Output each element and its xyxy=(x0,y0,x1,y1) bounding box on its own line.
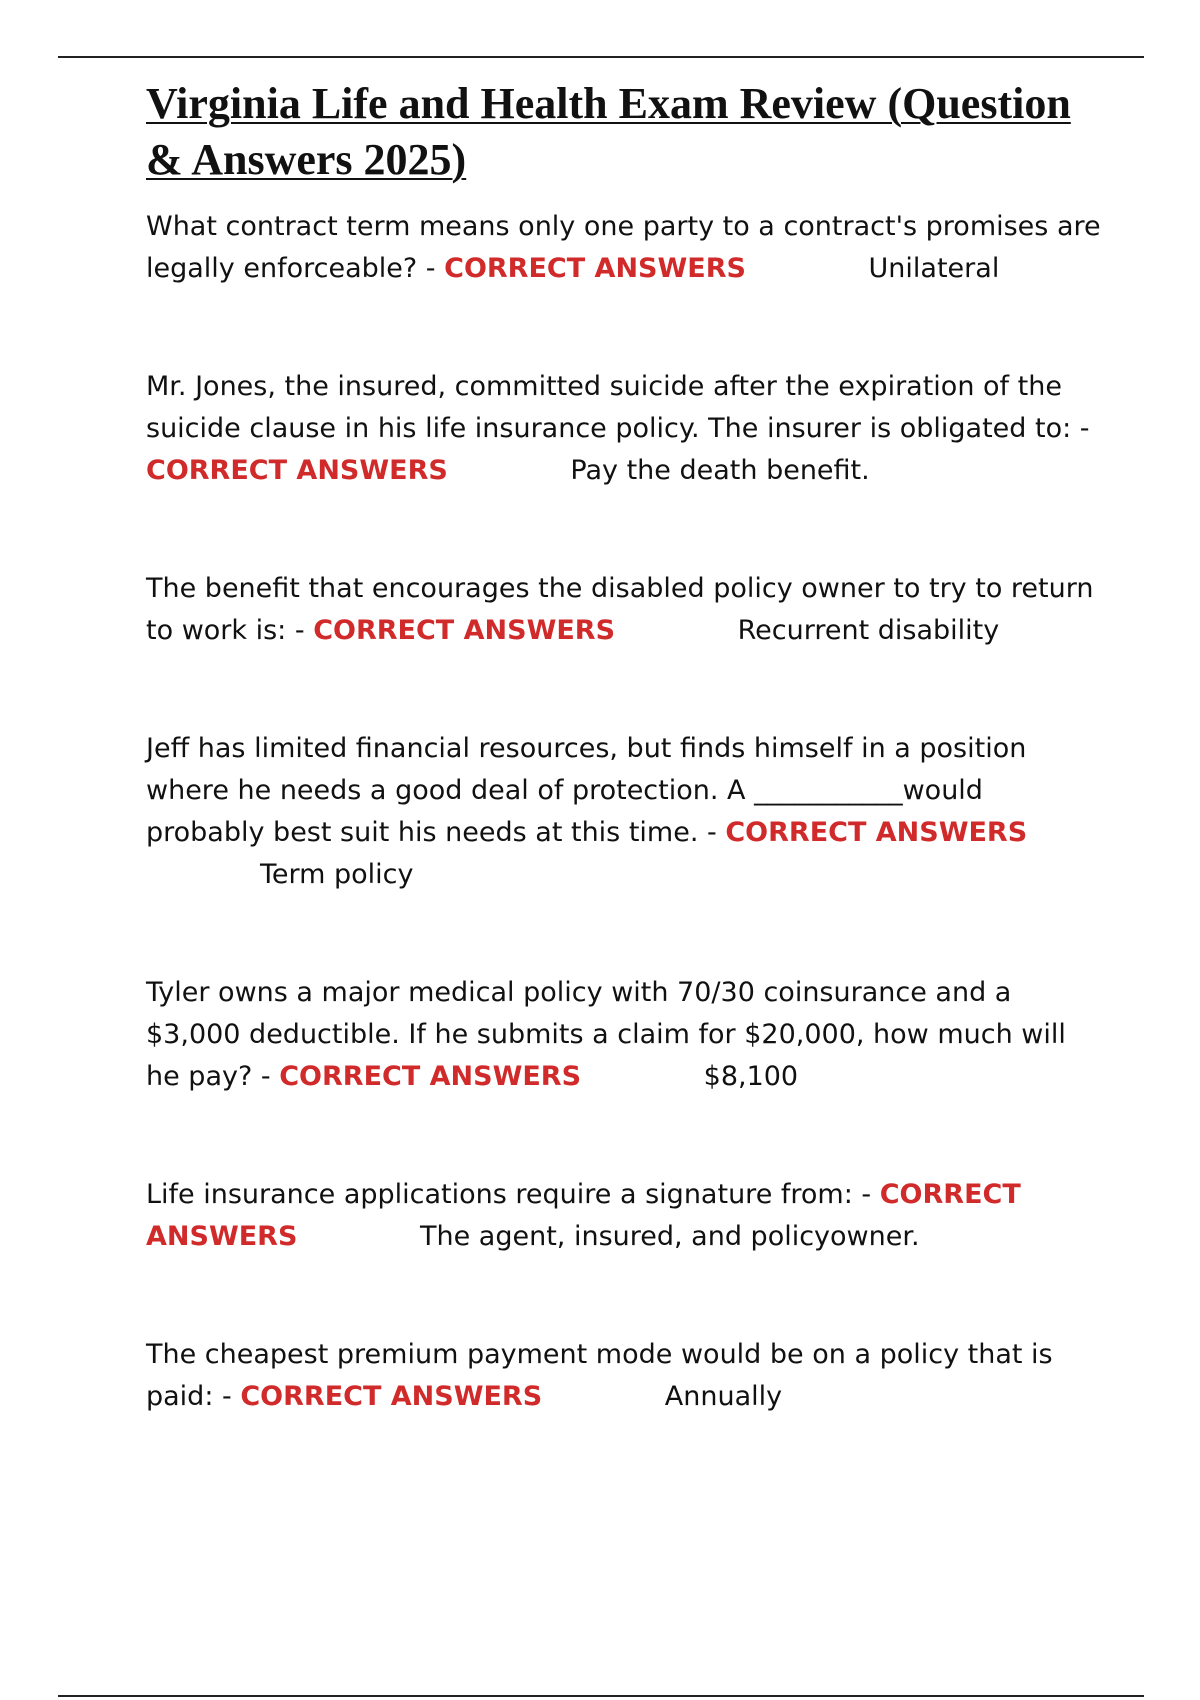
answer-text: Term policy xyxy=(260,859,414,890)
qa-item xyxy=(146,1334,1106,1418)
correct-answers-label: CORRECT ANSWERS xyxy=(240,1381,543,1412)
question-text: The benefit that encourages the disabled policy owner to try to return to work is: - xyxy=(146,573,1094,646)
correct-answers-label: CORRECT ANSWERS xyxy=(146,455,448,486)
answer-text: Unilateral xyxy=(868,253,1000,284)
qa-item xyxy=(146,568,1106,652)
question-text: Mr. Jones, the insured, committed suicide after the expiration of the suicide clause in his life insurance policy. The insurer is obligated to: - xyxy=(146,371,1090,444)
qa-item xyxy=(146,1174,1106,1258)
qa-item xyxy=(146,366,1106,492)
correct-answers-label: CORRECT ANSWERS xyxy=(444,253,746,284)
header-rule xyxy=(58,56,1144,58)
question-text: The cheapest premium payment mode would be on a policy that is paid: - xyxy=(146,1339,1053,1412)
answer-text: $8,100 xyxy=(703,1061,799,1092)
answer-text: The agent, insured, and policyowner. xyxy=(420,1221,920,1252)
question-text: What contract term means only one party to a contract's promises are legally enforceable? - xyxy=(146,211,1101,284)
answer-text: Recurrent disability xyxy=(737,615,1000,646)
answer-text: Pay the death benefit. xyxy=(570,455,870,486)
correct-answers-label: CORRECT ANSWERS xyxy=(725,817,1028,848)
qa-item xyxy=(146,972,1106,1098)
correct-answers-label: CORRECT ANSWERS xyxy=(146,1179,1021,1252)
qa-item xyxy=(146,728,1106,896)
qa-item xyxy=(146,206,1106,290)
question-text: Tyler owns a major medical policy with 70/30 coinsurance and a $3,000 deductible. If he submits a claim for $20,000, how much will he pay? - xyxy=(146,977,1066,1092)
footer-rule xyxy=(58,1695,1144,1697)
question-text: Jeff has limited financial resources, but finds himself in a position where he needs a good deal of protection. A ___________would probably best suit his needs at this time. - xyxy=(146,733,1027,848)
correct-answers-label: CORRECT ANSWERS xyxy=(313,615,616,646)
question-text: Life insurance applications require a signature from: - xyxy=(146,1179,872,1210)
correct-answers-label: CORRECT ANSWERS xyxy=(279,1061,582,1092)
document-title: Virginia Life and Health Exam Review (Question & Answers 2025) xyxy=(146,79,1071,184)
document-body xyxy=(146,76,1106,1418)
answer-text: Annually xyxy=(664,1381,783,1412)
